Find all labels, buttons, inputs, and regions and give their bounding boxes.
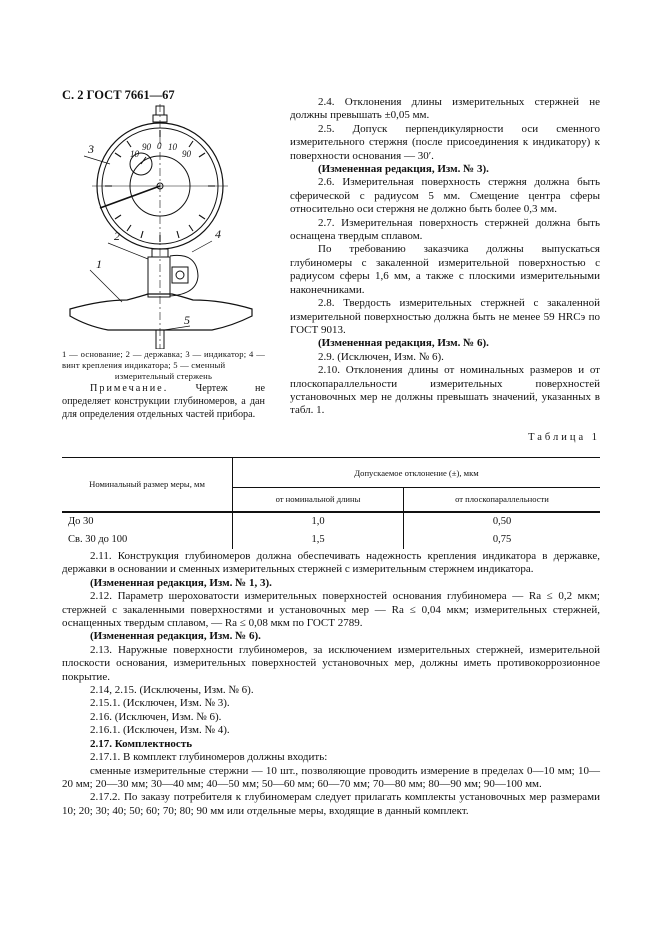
paragraph: (Измененная редакция, Изм. № 6). [318,337,489,350]
dial-label: 10 [130,149,139,159]
paragraph: 2.17. Комплектность [90,737,193,750]
paragraph: 2.5. Допуск перпендикулярности оси сменного измерительного стержня (после присоединения к индикатору) к поверхности основания — 30′. [290,122,600,162]
figure-caption [62,349,265,382]
table-row [62,530,600,549]
cell: 1,0 [233,512,404,530]
callout-2: 2 [114,229,120,243]
col-header-length: от номинальной длины [233,488,404,512]
callout-3: 3 [88,142,94,156]
note-text: Чертеж не определяет конструкции глубиномеров, а дан для определения отдельных частей прибора. [62,383,265,420]
right-column-text [290,96,600,418]
page-header: С. 2 ГОСТ 7661—67 [62,88,175,102]
paragraph: (Измененная редакция, Изм. № 1, 3). [90,576,272,589]
paragraph: 2.17.1. В комплект глубиномеров должны входить: [90,751,328,764]
cell: Св. 30 до 100 [62,530,233,549]
cell: До 30 [62,512,233,530]
paragraph: 2.6. Измерительная поверхность стержня должна быть сферической с радиусом 5 мм. Смещение центра сферы относительно оси стержня не должно быть более 0,3 мм. [290,176,600,216]
figure-note [62,382,265,421]
paragraph: 2.17.2. По заказу потребителя к глубиномерам следует прилагать комплекты установочных мер размерами 10; 20; 30; 40; 50; 60; 70; 80; 90 мм или отдельные меры, входящие в данный комплект. [62,791,600,817]
body-text [62,550,600,818]
caption-legend-end: измерительный стержень [114,371,213,381]
dial-label: 0 [157,141,162,151]
paragraph: (Измененная редакция, Изм. № 6). [90,630,261,643]
cell: 1,5 [233,530,404,549]
paragraph: 2.7. Измерительная поверхность стержней должна быть оснащена твердым сплавом. [290,216,600,243]
paragraph: 2.13. Наружные поверхности глубиномеров, за исключением измерительных стержней, измерительной плоскости основания, измерительных поверхностей установочных мер, должны иметь противокоррозионное покрытие. [62,643,600,683]
dial-label: 10 [168,142,177,152]
paragraph: 2.8. Твердость измерительных стержней с закаленной измерительной поверхностью должна быть не менее 59 HRCэ по ГОСТ 9013. [290,297,600,336]
callout-5: 5 [184,313,190,327]
paragraph: 2.4. Отклонения длины измерительных стержней не должны превышать ±0,05 мм. [290,96,600,122]
table-caption: Таблица 1 [528,432,600,443]
paragraph: сменные измерительные стержни — 10 шт., позволяющие проводить измерение в пределах 0—10 мм; 10—20 мм; 20—30 мм; 30—40 мм; 40—50 мм; 50—60 мм; 60—70 мм; 70—80 мм; 80—90 мм; 90—100 мм. [62,764,600,790]
callout-1: 1 [96,257,102,271]
dial-label: 90 [142,142,151,152]
tolerance-table [62,457,600,549]
caption-legend: 1 — основание; 2 — державка; 3 — индикатор; 4 — винт крепления индикатора; 5 — сменный [62,349,265,370]
paragraph: (Измененная редакция, Изм. № 3). [318,163,489,176]
paragraph: 2.16.1. (Исключен, Изм. № 4). [90,724,230,737]
paragraph: 2.16. (Исключен, Изм. № 6). [90,710,222,723]
col-header-nominal: Номинальный размер меры, мм [62,458,233,512]
cell: 0,50 [492,515,512,527]
cell: 0,75 [492,533,512,545]
table-row [62,512,600,530]
paragraph: 2.11. Конструкция глубиномеров должна обеспечивать надежность крепления индикатора в державке, державки в основании и сменных измерительных стержней с измерительным стержнем индикатора. [62,550,600,576]
callout-4: 4 [215,227,221,241]
paragraph: 2.15.1. (Исключен, Изм. № 3). [90,697,230,710]
note-label: Примечание. [90,383,169,394]
dial-label: 90 [182,149,191,159]
paragraph: 2.10. Отклонения длины от номинальных размеров и от плоскопараллельности измерительных поверхностей установочных мер не должны превышать значений, указанных в табл. 1. [290,364,600,417]
col-header-flatness: от плоскопараллельности [455,494,549,505]
paragraph: 2.9. (Исключен, Изм. № 6). [318,350,444,363]
paragraph: 2.14, 2.15. (Исключены, Изм. № 6). [90,684,254,697]
depth-gauge-drawing [62,104,267,349]
paragraph: 2.12. Параметр шероховатости измерительных поверхностей основания глубиномера — Ra ≤ 0,2 мкм; стержней с закаленными поверхностями и установочных мер — Ra ≤ 0,04 мкм; измерительных стержней, оснащенных твердым сплавом, — Ra ≤ 0,08 мкм по ГОСТ 2789. [62,590,600,630]
col-header-tolerance: Допускаемое отклонение (±), мкм [354,467,479,478]
paragraph: По требованию заказчика должны выпускаться глубиномеры с закаленной измерительной поверхностью с радиусом сферы 1,6 мм, а также с плоскими измерительными наконечниками. [290,243,600,296]
